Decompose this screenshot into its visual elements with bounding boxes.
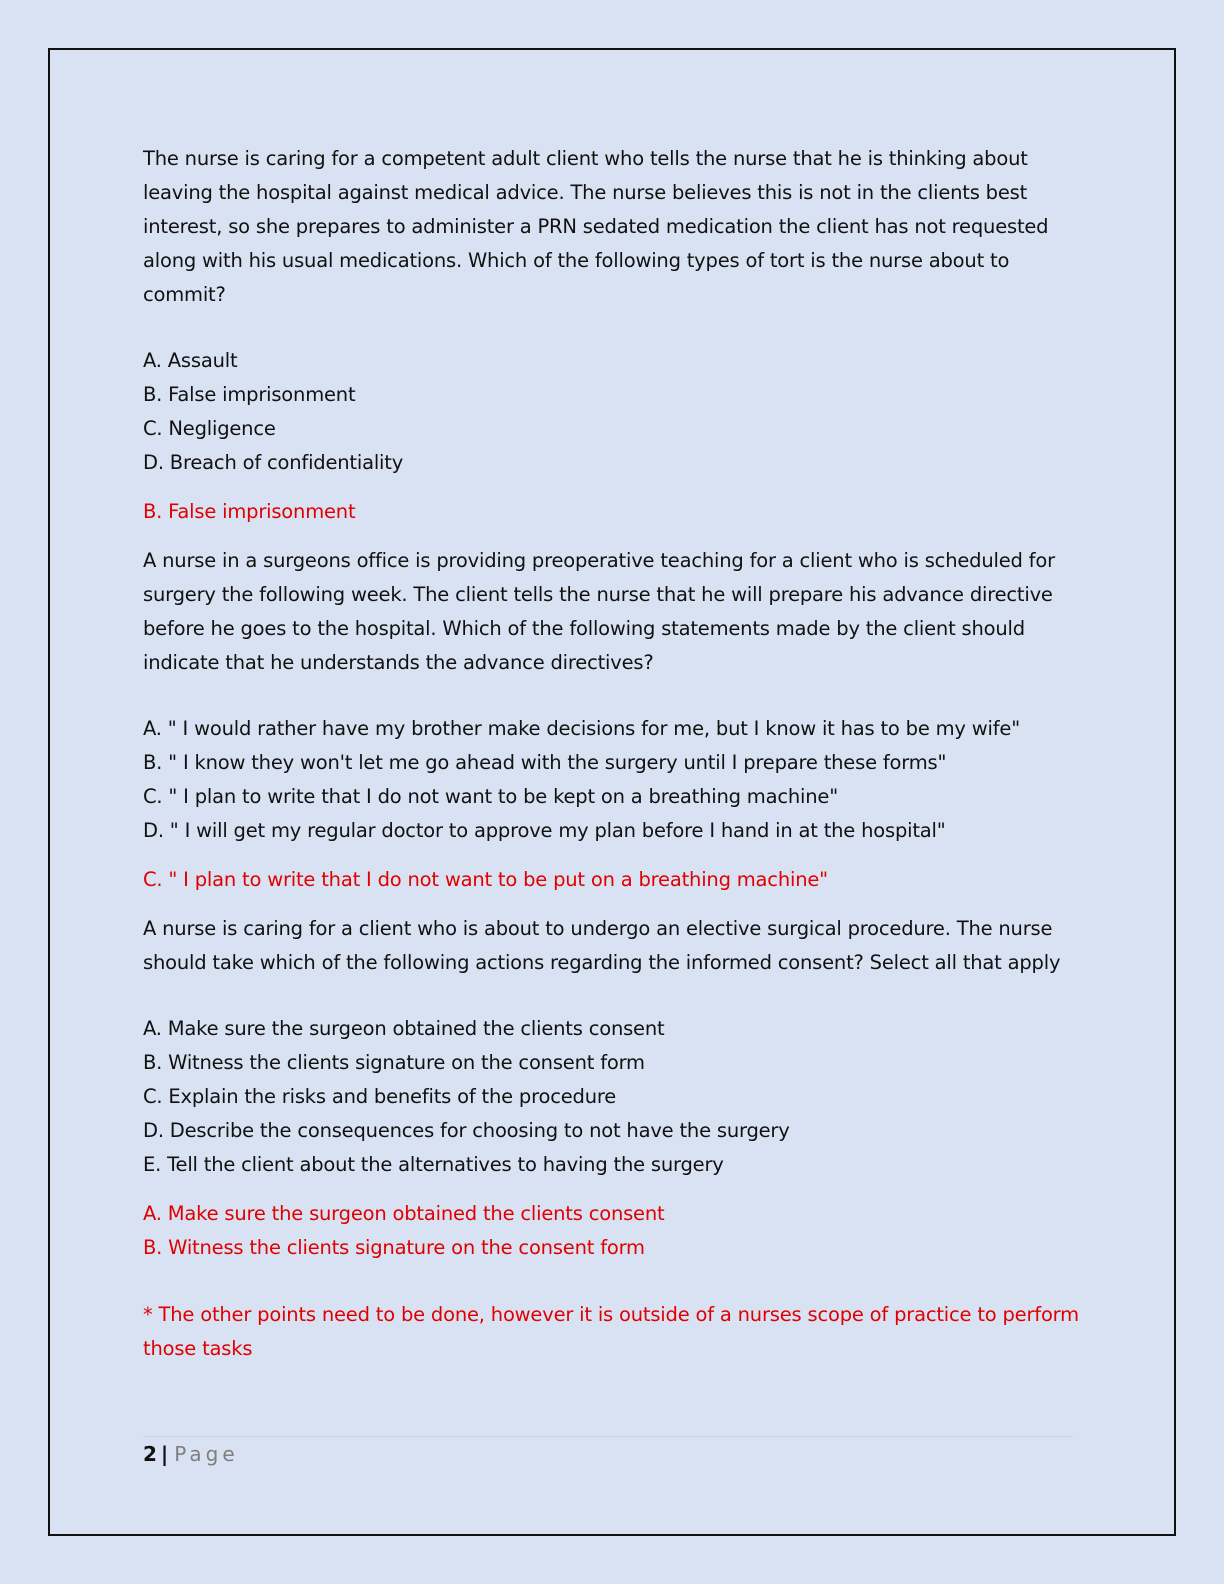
option: C. Negligence — [143, 417, 276, 440]
page-number: 2 — [143, 1442, 157, 1466]
option: B. " I know they won't let me go ahead with the surgery until I prepare these forms" — [143, 751, 947, 774]
page-footer — [143, 1440, 239, 1468]
question-1-options — [143, 344, 1083, 480]
question-2-answer: C. " I plan to write that I do not want to be put on a breathing machine" — [143, 868, 828, 891]
question-3-answer: B. Witness the clients signature on the consent form — [143, 1236, 645, 1259]
document-body — [143, 142, 1083, 1366]
page-label: Page — [174, 1442, 239, 1466]
option: A. Make sure the surgeon obtained the clients consent — [143, 1017, 665, 1040]
option: C. Explain the risks and benefits of the procedure — [143, 1085, 617, 1108]
option: C. " I plan to write that I do not want to be kept on a breathing machine" — [143, 785, 838, 808]
option: D. Breach of confidentiality — [143, 451, 404, 474]
footer-separator: | — [160, 1442, 169, 1466]
question-3-answer: A. Make sure the surgeon obtained the clients consent — [143, 1202, 665, 1225]
question-3-note: * The other points need to be done, however it is outside of a nurses scope of practice to perform those tasks — [143, 1303, 1079, 1360]
option: A. " I would rather have my brother make decisions for me, but I know it has to be my wife" — [143, 717, 1020, 740]
option: B. False imprisonment — [143, 383, 356, 406]
question-3-stem: A nurse is caring for a client who is about to undergo an elective surgical procedure. The nurse should take which of the following actions regarding the informed consent? Select all that apply — [143, 917, 1061, 974]
option: D. " I will get my regular doctor to approve my plan before I hand in at the hospital" — [143, 819, 946, 842]
question-2-options — [143, 712, 1083, 848]
footer-divider — [143, 1436, 1073, 1437]
option: E. Tell the client about the alternatives to having the surgery — [143, 1153, 724, 1176]
option: A. Assault — [143, 349, 238, 372]
option: D. Describe the consequences for choosing to not have the surgery — [143, 1119, 790, 1142]
question-2-stem: A nurse in a surgeons office is providing preoperative teaching for a client who is scheduled for surgery the following week. The client tells the nurse that he will prepare his advance directive before he goes to the hospital. Which of the following statements made by the client should indicate that he understands the advance directives? — [143, 549, 1055, 674]
option: B. Witness the clients signature on the consent form — [143, 1051, 645, 1074]
question-1-stem: The nurse is caring for a competent adult client who tells the nurse that he is thinking about leaving the hospital against medical advice. The nurse believes this is not in the clients best interest, so she prepares to administer a PRN sedated medication the client has not requested along with his usual medications. Which of the following types of tort is the nurse about to commit? — [143, 147, 1049, 306]
question-1-answer: B. False imprisonment — [143, 500, 356, 523]
question-3-options — [143, 1012, 1083, 1182]
